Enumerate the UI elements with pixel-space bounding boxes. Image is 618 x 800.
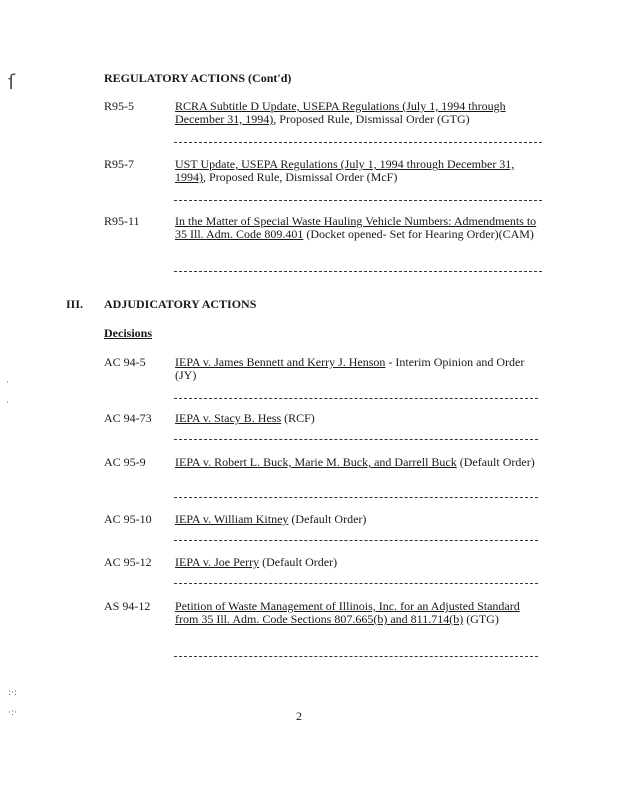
case-detail: , Proposed Rule, Dismissal Order (McF): [203, 170, 398, 184]
separator-line: [174, 271, 542, 272]
case-title: IEPA v. Stacy B. Hess: [175, 411, 282, 425]
separator-line: [174, 398, 538, 399]
subheading: Decisions: [104, 326, 152, 340]
scan-mark: ·: [6, 378, 9, 388]
case-description: [175, 556, 543, 569]
case-title: IEPA v. William Kitney: [175, 512, 289, 526]
case-title: UST Update, USEPA Regulations (July 1, 1994 through December 31, 1994): [175, 157, 515, 184]
case-number: AS 94-12: [104, 599, 151, 613]
case-description: [175, 412, 543, 425]
case-detail: (GTG): [463, 612, 499, 626]
scan-mark: ·: [6, 398, 9, 408]
case-number: AC 94-73: [104, 411, 152, 425]
case-description: [175, 600, 543, 626]
case-title: Petition of Waste Management of Illinois, Inc. for an Adjusted Standard from 35 Ill. Adm. Code Sections 807.665(b) and 811.714(b): [175, 599, 520, 626]
case-description: [175, 456, 543, 469]
case-detail: - Interim Opinion and Order (JY): [175, 355, 525, 382]
separator-line: [174, 497, 538, 498]
separator-line: [174, 540, 538, 541]
separator-line: [174, 656, 538, 657]
scan-mark: ſ: [8, 70, 16, 94]
case-detail: (Default Order): [456, 455, 535, 469]
scan-mark: :·:: [8, 688, 17, 698]
case-detail: (Default Order): [288, 512, 367, 526]
item-id: R95-11: [104, 214, 140, 228]
case-title: In the Matter of Special Waste Hauling Vehicle Numbers: Admendments to 35 Ill. Adm. Code 809.401: [175, 214, 537, 241]
case-description: [175, 356, 543, 382]
case-title: RCRA Subtitle D Update, USEPA Regulations (July 1, 1994 through December 31, 1994): [175, 99, 506, 126]
case-detail: (Default Order): [259, 555, 338, 569]
case-description: [175, 513, 543, 526]
case-detail: (RCF): [281, 411, 315, 425]
page-number: 2: [296, 709, 302, 723]
separator-line: [174, 439, 538, 440]
case-title: IEPA v. James Bennett and Kerry J. Henson: [175, 355, 386, 369]
case-title: IEPA v. Robert L. Buck, Marie M. Buck, and Darrell Buck: [175, 455, 457, 469]
case-title: IEPA v. Joe Perry: [175, 555, 260, 569]
case-number: AC 94-5: [104, 355, 146, 369]
case-number: AC 95-12: [104, 555, 152, 569]
item-description: [175, 215, 543, 241]
item-description: [175, 100, 543, 126]
item-description: [175, 158, 543, 184]
separator-line: [174, 200, 542, 201]
case-detail: , Proposed Rule, Dismissal Order (GTG): [273, 112, 470, 126]
scan-mark: ·:·: [8, 708, 17, 718]
item-id: R95-5: [104, 99, 134, 113]
case-detail: (Docket opened- Set for Hearing Order)(CAM): [303, 227, 534, 241]
section-title: ADJUDICATORY ACTIONS: [104, 297, 257, 311]
separator-line: [174, 583, 538, 584]
item-id: R95-7: [104, 157, 134, 171]
section-header: REGULATORY ACTIONS (Cont'd): [104, 71, 292, 85]
case-number: AC 95-9: [104, 455, 146, 469]
section-number: III.: [66, 297, 84, 311]
separator-line: [174, 142, 542, 143]
case-number: AC 95-10: [104, 512, 152, 526]
